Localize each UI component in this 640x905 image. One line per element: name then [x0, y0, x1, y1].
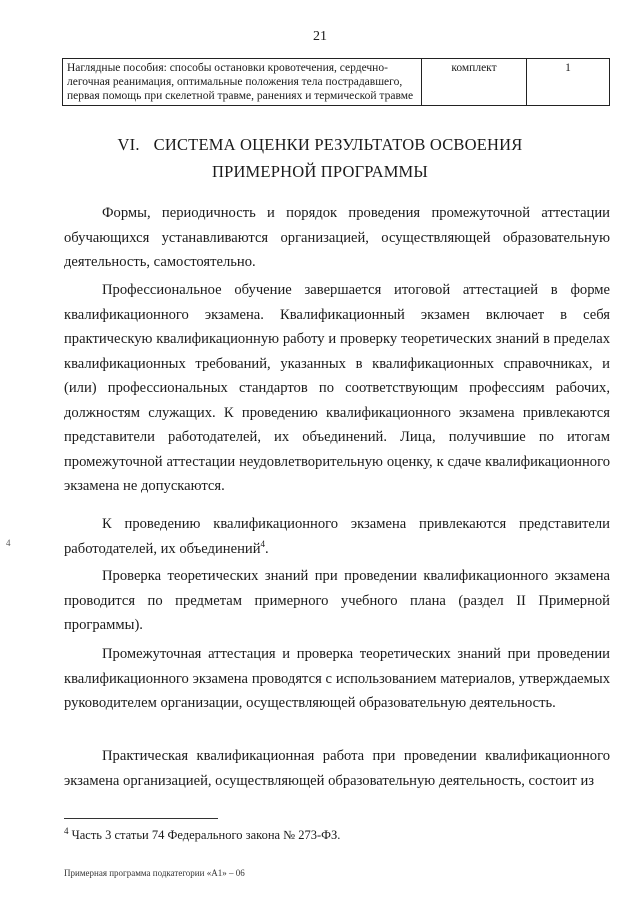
- equipment-quantity-cell: 1: [527, 59, 610, 106]
- table-row: [63, 59, 610, 106]
- page-footer: Примерная программа подкатегории «А1» – 06: [64, 868, 245, 878]
- paragraph-3: [64, 512, 610, 561]
- page-number: 21: [313, 29, 327, 44]
- paragraph-5: Промежуточная аттестация и проверка теоретических знаний при проведении квалификационного экзамена проводятся с использованием материалов, утверждаемых руководителем организации, осуществляющей образовательную деятельность.: [64, 646, 610, 711]
- margin-mark: 4: [6, 538, 11, 548]
- paragraph-3-text: К проведению квалификационного экзамена привлекаются представители работодателей, их объединений: [64, 516, 610, 557]
- section-title-line1: СИСТЕМА ОЦЕНКИ РЕЗУЛЬТАТОВ ОСВОЕНИЯ: [153, 135, 523, 154]
- section-title-line2: ПРИМЕРНОЙ ПРОГРАММЫ: [211, 162, 429, 181]
- footnote: [64, 825, 341, 843]
- section-title: [0, 135, 640, 155]
- footnote-mark: 4: [64, 825, 69, 836]
- paragraph-3-end: .: [265, 540, 269, 557]
- footnote-ref: 4: [260, 538, 266, 549]
- paragraph-6: Практическая квалификационная работа при проведении квалификационного экзамена организацией, осуществляющей образовательную деятельность, состоит из: [64, 748, 610, 789]
- paragraph-4: Проверка теоретических знаний при проведении квалификационного экзамена проводится по предметам примерного учебного плана (раздел II Примерной программы).: [64, 568, 610, 633]
- equipment-table: [62, 58, 610, 106]
- paragraph-2: Профессиональное обучение завершается итоговой аттестацией в форме квалификационного экзамена. Квалификационный экзамен включает в себя практическую квалификационную работу и проверку теоретических знаний в пределах квалификационных требований, указанных в квалификационных справочниках, и (или) профессиональных стандартов по соответствующим профессиям рабочих, должностям служащих. К проведению квалификационного экзамена привлекаются представители работодателей, их объединений. Лица, получившие по итогам промежуточной аттестации неудовлетворительную оценку, к сдаче квалификационного экзамена не допускаются.: [64, 282, 610, 494]
- section-number: VI.: [117, 135, 140, 154]
- equipment-unit-cell: комплект: [422, 59, 527, 106]
- footnote-text: Часть 3 статьи 74 Федерального закона № 273-ФЗ.: [71, 828, 341, 842]
- footnote-divider: [64, 818, 218, 819]
- paragraph-1: Формы, периодичность и порядок проведения промежуточной аттестации обучающихся устанавливаются организацией, осуществляющей образовательную деятельность, самостоятельно.: [64, 205, 610, 270]
- equipment-item-cell: Наглядные пособия: способы остановки кровотечения, сердечно-легочная реанимация, оптимальные положения тела пострадавшего, первая помощь при скелетной травме, ранениях и термической травме: [63, 59, 422, 106]
